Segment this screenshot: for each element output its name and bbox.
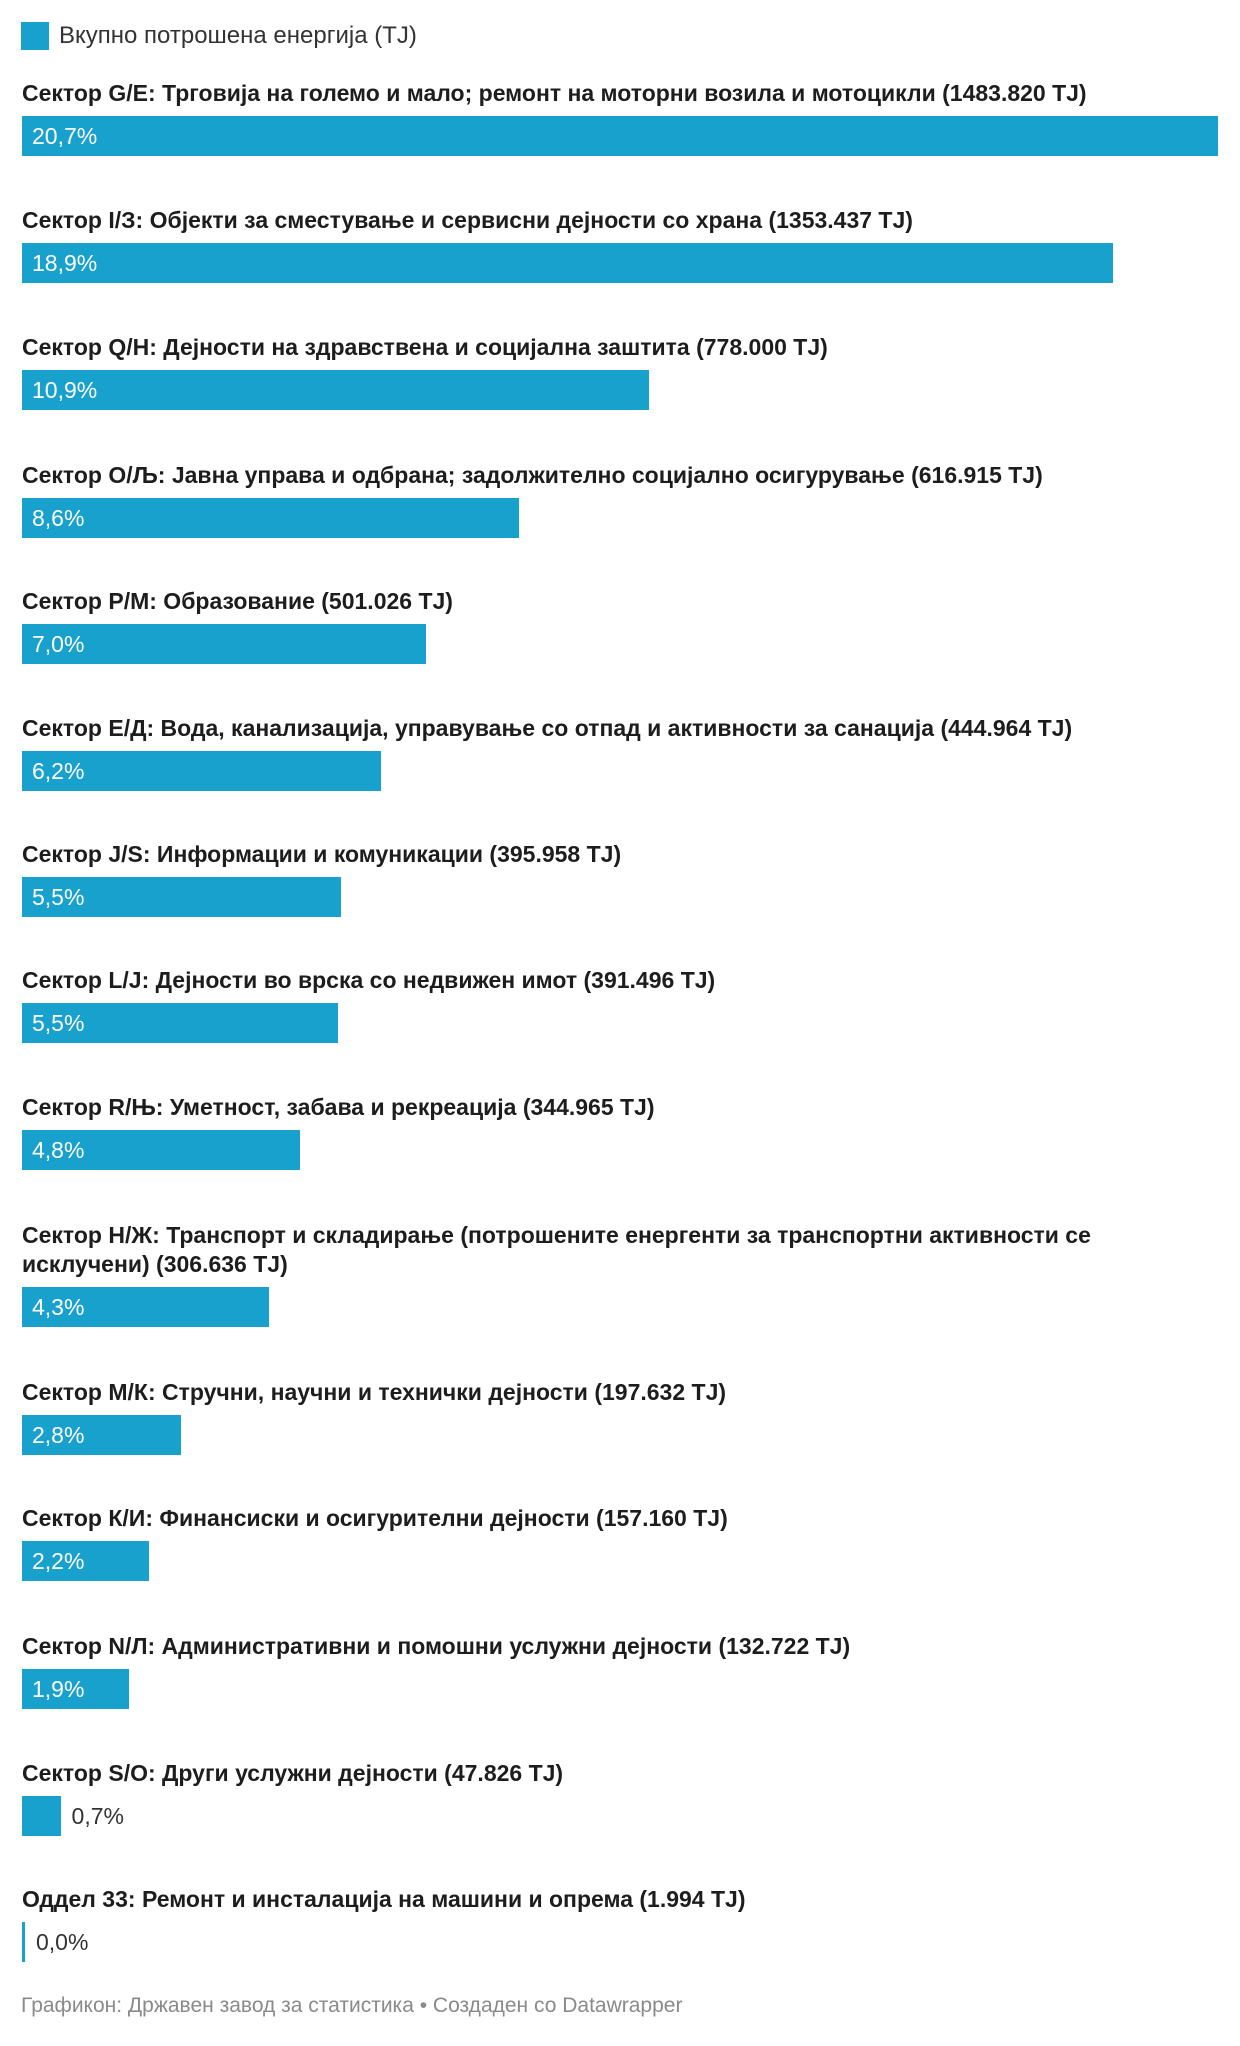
- category-label: Сектор P/М: Образование (501.026 TJ): [22, 588, 453, 614]
- category-label: Сектор Е/Д: Вода, канализација, управување со отпад и активности за санација (444.964 TJ): [22, 715, 1073, 741]
- category-label: Сектор O/Љ: Јавна управа и одбрана; задолжително социјално осигурување (616.915 TJ): [22, 462, 1043, 488]
- value-label: 2,2%: [32, 1548, 85, 1574]
- value-label: 1,9%: [32, 1676, 85, 1702]
- value-label: 2,8%: [32, 1422, 85, 1448]
- value-label: 7,0%: [32, 631, 85, 657]
- bar: [22, 116, 1218, 156]
- value-label: 4,8%: [32, 1137, 85, 1163]
- bar: [22, 1922, 25, 1962]
- bar: [22, 498, 519, 538]
- category-label: Сектор Q/Н: Дејности на здравствена и социјална заштита (778.000 TJ): [22, 334, 828, 360]
- value-label: 0,7%: [71, 1803, 124, 1829]
- value-label: 6,2%: [32, 758, 85, 784]
- bar: [22, 370, 649, 410]
- value-label: 18,9%: [32, 250, 98, 276]
- value-label: 5,5%: [32, 1010, 85, 1036]
- category-label: Сектор М/К: Стручни, научни и технички дејности (197.632 TJ): [22, 1379, 727, 1405]
- value-label: 0,0%: [36, 1929, 89, 1955]
- bar: [22, 1796, 61, 1836]
- legend-swatch: [21, 22, 49, 50]
- value-label: 4,3%: [32, 1294, 85, 1320]
- value-label: 8,6%: [32, 505, 85, 531]
- category-label: Оддел 33: Ремонт и инсталација на машини и опрема (1.994 TJ): [22, 1886, 746, 1912]
- category-label: Сектор К/И: Финансиски и осигурителни дејности (157.160 TJ): [22, 1505, 728, 1531]
- legend: [21, 22, 417, 50]
- category-label: Сектор I/З: Објекти за сместување и сервисни дејности со храна (1353.437 TJ): [22, 207, 913, 233]
- value-label: 20,7%: [32, 123, 98, 149]
- value-label: 10,9%: [32, 377, 98, 403]
- legend-label: Вкупно потрошена енергија (TJ): [59, 22, 417, 49]
- category-label: Сектор N/Л: Административни и помошни услужни дејности (132.722 TJ): [22, 1633, 851, 1659]
- chart-footer: Графикон: Државен завод за статистика • Создаден со Datawrapper: [21, 1994, 683, 2017]
- value-label: 5,5%: [32, 884, 85, 910]
- bar: [22, 243, 1113, 283]
- category-label: Сектор L/Ј: Дејности во врска со недвижен имот (391.496 TJ): [22, 967, 716, 993]
- category-label: Сектор H/Ж: Транспорт и складирање (потрошените енергенти за транспортни активности се исклучени) (306.636 TJ): [22, 1222, 1091, 1277]
- category-label: Сектор J/S: Информации и комуникации (395.958 TJ): [22, 841, 622, 867]
- category-label: Сектор R/Њ: Уметност, забава и рекреација (344.965 TJ): [22, 1094, 655, 1120]
- category-label: Сектор S/О: Други услужни дејности (47.826 TJ): [22, 1760, 564, 1786]
- category-label: Сектор G/Е: Трговија на големо и мало; ремонт на моторни возила и мотоцикли (1483.820 TJ): [22, 80, 1087, 106]
